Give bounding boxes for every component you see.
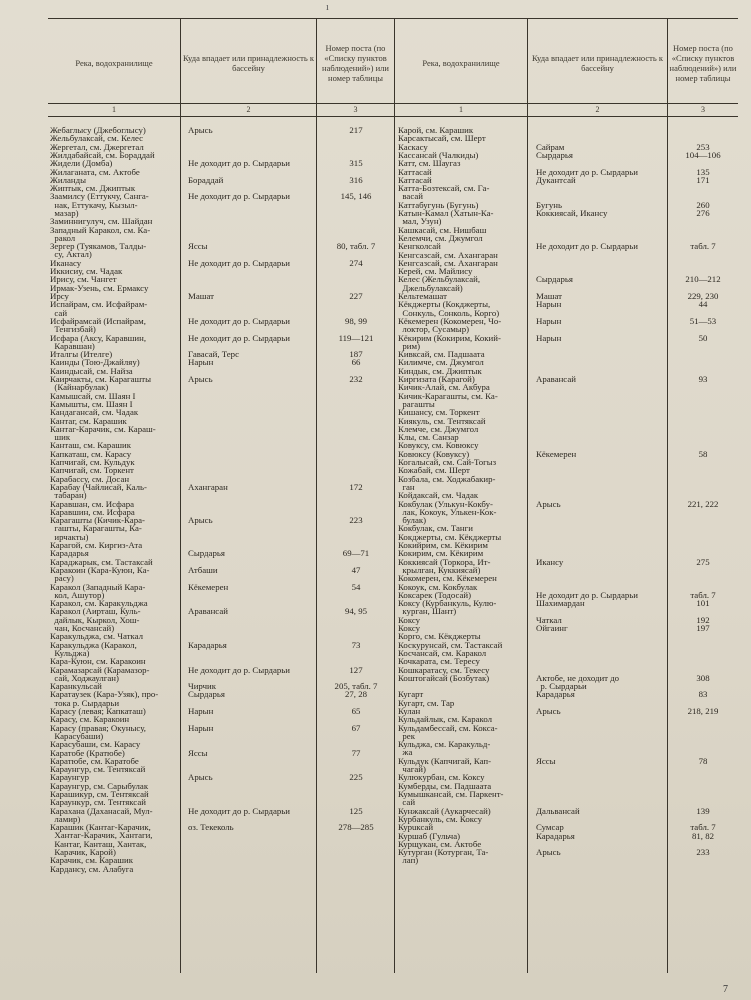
river-name: Исфайрамсай (Испайрам, Тенгизбай) xyxy=(50,315,146,335)
river-name: Жиптык, см. Джиптык xyxy=(50,183,136,194)
river-name: Италгы (Ителге) xyxy=(50,349,113,360)
post-number: 233 xyxy=(696,847,710,858)
basin-name: Дальвансай xyxy=(536,805,580,816)
basin-name: Ойгаинг xyxy=(536,623,568,633)
river-name: Каинды (Тою-Джайляу) xyxy=(50,357,140,368)
river-name: Каратюбе, см. Каратобе xyxy=(50,755,139,766)
basin-name: Не доходит до р. Сырдарьи xyxy=(536,589,638,600)
river-name: Кульдайлык, см. Каракол xyxy=(398,714,493,725)
river-name: Кугарт xyxy=(398,689,424,700)
river-name: Коккиясай (Торкора, Ит- крылган, Куккиясай) xyxy=(398,556,491,575)
basin-name: Не доходит до р. Сырдарьи xyxy=(188,191,290,202)
post-number: 73 xyxy=(351,639,361,650)
basin-name: Коккиясай, Икансу xyxy=(536,208,608,218)
river-name: Кашкасай, см. Нишбаш xyxy=(398,224,487,235)
post-number: 119—121 xyxy=(338,332,374,343)
river-name: Кокирим, см. Кёкирим xyxy=(398,548,484,559)
post-number: 80, табл. 7 xyxy=(336,241,376,252)
post-number: 308 xyxy=(696,672,710,683)
post-number: 218, 219 xyxy=(687,706,719,716)
river-name: Капчигай, см. Кульдук xyxy=(50,457,135,467)
river-name: Каттасай xyxy=(398,166,432,177)
post-number: 221, 222 xyxy=(687,498,719,509)
river-name: Косчансай, см. Каракол xyxy=(398,647,487,658)
basin-name: Нарын xyxy=(188,357,214,368)
river-name: Куршаб (Гульча) xyxy=(398,830,461,841)
river-name: Жиланды xyxy=(50,174,86,185)
river-name: Курuксай xyxy=(398,822,434,833)
river-name: Кёкджерты (Кокджерты, Сонкуль, Сонколь, Корго) xyxy=(398,299,500,318)
river-name: Курбанкуль, см. Коксу xyxy=(398,813,482,824)
header-basin-left: Куда впадает или принадлежность к бассейну xyxy=(183,53,314,73)
river-name: Ковюксу (Ковуксу) xyxy=(398,448,470,459)
basin-name: Яссы xyxy=(188,747,208,758)
river-name: Заминнигулуч, см. Шайдан xyxy=(50,216,153,227)
basin-name: Кёкемерен xyxy=(188,581,229,592)
post-number: 127 xyxy=(349,664,363,675)
basin-name: Кёкемерен xyxy=(536,448,577,459)
header-number-1: 1 xyxy=(459,105,463,114)
river-name: Кивксай, см. Падшаата xyxy=(398,349,485,360)
basin-name: Арысь xyxy=(188,125,213,135)
basin-name: Машат xyxy=(536,291,563,301)
post-number: 44 xyxy=(698,299,708,310)
column-divider xyxy=(527,18,528,973)
river-name: Кантаг-Карачик, см. Караш- шик xyxy=(50,423,156,443)
basin-name: Актобе, не доходит до р. Сырдарьи xyxy=(536,672,620,692)
river-name: Кассансай (Чалкиды) xyxy=(398,149,479,160)
river-name: Жебаглысу (Джебоглысу) xyxy=(50,125,146,135)
river-name: Карахана (Даханасай, Мул- ламир) xyxy=(50,805,153,824)
river-name: Кенгсазсай, см. Ахангаран xyxy=(398,257,498,268)
column-divider xyxy=(180,18,181,973)
column-divider xyxy=(316,18,317,973)
post-number: 315 xyxy=(349,158,363,169)
basin-name: Гавасай, Терс xyxy=(188,349,239,360)
river-name: Коскурунсай, см. Тастаксай xyxy=(398,639,503,650)
river-name: Кокбулак (Улькун-Кокбу- лак, Кокоук, Улькен-Кок- булак) xyxy=(398,498,497,526)
header-number-rule xyxy=(48,116,738,117)
river-name: Жергетал, см. Джергетал xyxy=(50,141,144,152)
river-name: Капчигай, см. Торкент xyxy=(50,465,134,476)
basin-name: Нарын xyxy=(188,706,214,716)
post-number: 205, табл. 7 xyxy=(334,681,378,692)
post-number: 145, 146 xyxy=(340,191,372,202)
river-name: Коштогайсай (Бозбутак) xyxy=(398,672,490,683)
basin-name: Сырдарья xyxy=(188,548,225,559)
river-name: Карасу (левая; Капкаташ) xyxy=(50,706,146,716)
river-name: Катта-Бозтексай, см. Га- васай xyxy=(398,183,490,202)
post-number: 83 xyxy=(698,689,708,700)
river-name: Кокоук, см. Кокбулак xyxy=(398,581,478,592)
header-basin-right: Куда впадает или принадлежность к бассейну xyxy=(532,53,663,73)
river-name: Клы, см. Санзар xyxy=(398,432,459,443)
river-name: Кокомерен, см. Кёкемерен xyxy=(398,573,497,584)
river-name: Кутурган (Котурган, Та- лап) xyxy=(398,847,489,866)
river-name: Кара-Куюн, см. Каракоин xyxy=(50,656,146,667)
river-name: Каскасу xyxy=(398,141,428,152)
basin-name: Сайрам xyxy=(536,141,565,152)
river-name: Каракол (Западный Кара- кол, Ашутор) xyxy=(50,581,146,600)
river-name: Коксу xyxy=(398,623,421,633)
basin-name: Атбаши xyxy=(188,564,218,575)
post-number: 172 xyxy=(349,481,363,492)
river-name: Кулюкурбан, см. Коксу xyxy=(398,772,485,783)
river-name: Карасу (правая; Окунысу, Карасубаши) xyxy=(50,722,146,741)
river-name: Каттабугунь (Бугунь) xyxy=(398,199,479,210)
river-name: Каттасай xyxy=(398,174,432,185)
river-name: Ковуксу, см. Ковюксу xyxy=(398,440,479,451)
basin-name: Нарын xyxy=(536,315,562,326)
basin-name: Карадарья xyxy=(536,830,575,841)
river-name: Каракоин (Кара-Куюн, Ка- расу) xyxy=(50,564,150,584)
river-name: Карабау (Чайлисай, Каль- табаран) xyxy=(50,481,147,501)
river-name: Курщукан, см. Актобе xyxy=(398,838,482,849)
post-number: 27, 28 xyxy=(345,689,367,700)
basin-name: Машат xyxy=(188,291,215,301)
river-name: Каранкульсай xyxy=(50,681,102,692)
river-name: Кошкаратасу, см. Текесу xyxy=(398,664,490,675)
post-number: 54 xyxy=(351,581,361,592)
river-name: Козбала, см. Ходжабакир- ган xyxy=(398,473,496,492)
river-name: Кулан xyxy=(398,706,421,716)
basin-name: оз. Текеколь xyxy=(188,822,234,833)
header-number-2: 2 xyxy=(246,105,251,114)
post-number: 210—212 xyxy=(685,274,721,285)
basin-name: Арысь xyxy=(536,706,561,716)
post-number: 187 xyxy=(349,349,363,360)
river-name: Кенгколсай xyxy=(398,241,441,252)
river-name: Кочкарата, см. Тересу xyxy=(398,656,480,667)
post-number: 101 xyxy=(696,598,710,609)
river-name: Кельтемашат xyxy=(398,291,447,301)
river-name: Караунгур, см. Сарыбулак xyxy=(50,780,149,791)
post-number: 47 xyxy=(351,564,361,575)
post-number: 93 xyxy=(698,374,708,384)
basin-name: Карадарья xyxy=(188,639,227,650)
river-name: Карагой, см. Киргиз-Ата xyxy=(50,540,143,550)
river-name: Каракол (Аирташ, Куль- дайлык, Кыркол, Хош- чан, Косчансай) xyxy=(50,606,141,633)
river-name: Кандагансай, см. Чадак xyxy=(50,407,139,418)
basin-name: Сумсар xyxy=(536,822,564,833)
post-number: 77 xyxy=(351,747,361,758)
post-number: 65 xyxy=(351,706,361,716)
river-name: Кульдамбессай, см. Кокса- рек xyxy=(398,722,498,741)
basin-name: Шахимардан xyxy=(536,598,585,609)
basin-name: Ахангаран xyxy=(188,481,228,492)
header-number-2: 2 xyxy=(595,105,600,114)
basin-name: Карадарья xyxy=(536,689,575,700)
river-name: Ирсу xyxy=(50,291,69,301)
post-number: 78 xyxy=(698,755,708,766)
river-name: Кичик-Алай, см. Акбура xyxy=(398,382,490,393)
basin-name: Бораддай xyxy=(188,174,224,185)
basin-name: Не доходит до р. Сырдарьи xyxy=(188,332,290,343)
post-number: 67 xyxy=(351,722,361,733)
basin-name: Арысь xyxy=(536,847,561,858)
river-name: Коксарек (Тодосай) xyxy=(398,589,472,600)
river-name: Капкаташ, см. Карасу xyxy=(50,448,132,459)
header-river-left: Река, водохранилище xyxy=(75,58,153,68)
header-post-left: Номер поста (по «Списку пунктов наблюдений») или номер таблицы xyxy=(322,43,389,83)
river-name: Иккисиу, см. Чадак xyxy=(50,266,123,277)
basin-name: Нарын xyxy=(536,332,562,343)
river-name: Карамазарсай (Карамазор- сай, Ходжаулган) xyxy=(50,664,150,683)
basin-name: Яссы xyxy=(536,755,556,766)
river-name: Камышты, см. Шаян I xyxy=(50,398,133,409)
river-name: Койдаксай, см. Чадак xyxy=(398,490,479,501)
post-number: 278—285 xyxy=(338,822,374,833)
page-number: 7 xyxy=(723,984,728,995)
post-number: 227 xyxy=(349,291,363,301)
river-name: Жельбулаксай, см. Келес xyxy=(50,133,143,144)
post-number: 225 xyxy=(349,772,363,783)
header-number-3: 3 xyxy=(701,105,705,114)
river-name: Керей, см. Майлису xyxy=(398,266,473,277)
header-rule xyxy=(48,103,738,104)
basin-name: Не доходит до р. Сырдарьи xyxy=(188,158,290,169)
post-number: 104—106 xyxy=(685,149,721,160)
river-name: Кенгсазсай, см. Ахангаран xyxy=(398,249,498,260)
river-name: Канташ, см. Карашик xyxy=(50,440,131,451)
post-number: 217 xyxy=(349,125,363,135)
post-number: 232 xyxy=(349,374,363,384)
post-number: 94, 95 xyxy=(345,606,367,617)
river-name: Камышсай, см. Шаян I xyxy=(50,390,136,401)
river-name: Заамилсу (Еттукчу, Санга- нак, Еттукачу, Кызыл- мазар) xyxy=(50,191,149,218)
column-divider xyxy=(394,18,395,973)
header-river-right: Река, водохранилище xyxy=(422,58,500,68)
river-name: Кунжаксай (Аукарчесай) xyxy=(398,805,491,816)
river-name: Каравшин, см. Исфара xyxy=(50,506,135,517)
river-name: Киргизата (Карагой) xyxy=(398,374,475,384)
basin-name: Не доходит до р. Сырдарьи xyxy=(536,166,638,177)
table-top-rule xyxy=(48,18,738,19)
post-number: 58 xyxy=(698,448,708,459)
river-name: Караункур, см. Тентяксай xyxy=(50,797,146,808)
river-name: Кокийрим, см. Кёкирим xyxy=(398,540,488,550)
post-number: 260 xyxy=(696,199,710,210)
post-number: табл. 7 xyxy=(690,241,716,252)
post-number: 139 xyxy=(696,805,710,816)
post-number: 125 xyxy=(349,805,363,816)
river-name: Кугарт, см. Тар xyxy=(398,697,455,708)
basin-name: Бугунь xyxy=(536,199,562,210)
post-number: 69—71 xyxy=(342,548,370,559)
river-name: Жилдабайсай, см. Бораддай xyxy=(50,149,155,160)
river-name: Кожабай, см. Шерт xyxy=(398,465,470,476)
post-number: 192 xyxy=(696,614,710,625)
river-name: Корго, см. Кёкджерты xyxy=(398,631,481,642)
river-name: Зергер (Туякамов, Талды- су, Актал) xyxy=(50,241,147,260)
river-name: Каракол, см. Каракульджа xyxy=(50,598,148,609)
post-number: 135 xyxy=(696,166,710,177)
post-number: 274 xyxy=(349,257,363,268)
basin-name: Икансу xyxy=(536,556,564,567)
river-name: Киякуль, см. Тентяксай xyxy=(398,415,486,426)
river-name: Караунгур xyxy=(50,772,90,783)
river-name: Кантаг, см. Карашик xyxy=(50,415,127,426)
post-number: 51—53 xyxy=(689,315,717,326)
header-number-3: 3 xyxy=(353,105,358,114)
river-name: Кумышкансай, см. Паркент- сай xyxy=(398,789,504,808)
basin-name: Сырдарья xyxy=(188,689,225,700)
basin-name: Арысь xyxy=(188,374,213,384)
river-name: Кокджерты, см. Кёкджерты xyxy=(398,531,502,542)
river-name: Каракульджа (Каракол, Кульджа) xyxy=(50,639,137,658)
river-name: Каратобе (Кратюбе) xyxy=(50,747,125,758)
river-name: Каиндысай, см. Найза xyxy=(50,365,133,376)
river-name: Кульдук (Капчигай, Кап- чагай) xyxy=(398,755,492,775)
basin-name: Яссы xyxy=(188,241,208,252)
post-number: 171 xyxy=(696,174,710,185)
river-name: Каратаузек (Кара-Узяк), про- тока р. Сырдарьи xyxy=(50,689,159,708)
river-name: Карабассу, см. Досан xyxy=(50,473,130,484)
basin-name: Чаткал xyxy=(536,614,562,625)
basin-name: Не доходит до р. Сырдарьи xyxy=(188,257,290,268)
basin-name: Сырдарья xyxy=(536,149,573,160)
river-name: Карачик, см. Карашик xyxy=(50,855,133,866)
header-post-right: Номер поста (по «Списку пунктов наблюдений») или номер таблицы xyxy=(669,43,737,83)
river-name: Карадарья xyxy=(50,548,89,559)
river-name: Каракульджа, см. Чаткал xyxy=(50,631,143,642)
basin-name: Нарын xyxy=(536,299,562,310)
river-name: Каирчакты, см. Карагашты (Кайнарбулак) xyxy=(50,374,152,393)
river-name: Ирису, см. Чангет xyxy=(50,274,117,285)
basin-name: Арысь xyxy=(536,498,561,509)
river-name: Клемче, см. Джумгол xyxy=(398,423,479,434)
post-number: 98, 99 xyxy=(345,315,367,326)
river-name: Киндык, см. Джиптык xyxy=(398,365,482,376)
post-number: 50 xyxy=(698,332,708,343)
river-name: Карагашты (Кичик-Кара- гашты, Карагашты, Ка- ирчакты) xyxy=(50,515,145,542)
basin-name: Арысь xyxy=(188,772,213,783)
post-number: 197 xyxy=(696,623,710,633)
river-name: Испайрам, см. Исфайрам- сай xyxy=(50,299,148,318)
river-name: Кишансу, см. Торкент xyxy=(398,407,480,418)
basin-name: Чирчик xyxy=(188,681,217,692)
basin-name: Дукантсай xyxy=(536,174,576,185)
river-name: Келемчи, см. Джумгол xyxy=(398,232,483,243)
river-name: Караджарык, см. Тастаксай xyxy=(50,556,153,567)
page-top-mark: ı xyxy=(326,2,329,13)
river-name: Карашик (Кантаг-Карачик, Хантаг-Карачик, Хантаги, Кантаг, Канташ, Хантак, Карачик, Карой) xyxy=(50,822,153,858)
river-name: Западный Каракол, см. Ка- ракол xyxy=(50,224,151,243)
river-name: Карашикур, см. Тентяксай xyxy=(50,789,149,799)
river-name: Исфара (Аксу, Каравшин, Каравшан) xyxy=(50,332,147,351)
river-name: Карсактысай, см. Шерт xyxy=(398,133,486,144)
header-number-1: 1 xyxy=(112,105,116,114)
river-name: Килимче, см. Джумгол xyxy=(398,357,484,368)
basin-name: Нарын xyxy=(188,722,214,733)
post-number: 66 xyxy=(351,357,361,368)
river-name: Ирмак-Узень, см. Ермаксу xyxy=(50,282,149,293)
post-number: 81, 82 xyxy=(692,830,714,841)
basin-name: Аравансай xyxy=(188,606,228,617)
river-name: Кардансу, см. Алабуга xyxy=(50,863,134,874)
basin-name: Не доходит до р. Сырдарьи xyxy=(536,241,638,252)
river-name: Кокбулак, см. Танги xyxy=(398,523,473,534)
river-name: Кичик-Карагашты, см. Ка- рагашты xyxy=(398,390,498,409)
post-number: 275 xyxy=(696,556,710,567)
river-name: Жидели (Домба) xyxy=(50,158,113,169)
river-name: Кумберды, см. Падшаата xyxy=(398,780,492,791)
river-name: Караунгур, см. Тентяксай xyxy=(50,764,146,775)
river-name: Катын-Камал (Хатын-Ка- мал, Узун) xyxy=(398,208,494,227)
post-number: табл. 7 xyxy=(690,589,716,600)
river-name: Кёкирим (Кокирим, Кокий- рим) xyxy=(398,332,501,351)
basin-name: Сырдарья xyxy=(536,274,573,285)
river-name: Карой, см. Карашик xyxy=(398,125,474,135)
post-number: 316 xyxy=(349,174,363,185)
basin-name: Не доходит до р. Сырдарьи xyxy=(188,805,290,816)
post-number: 253 xyxy=(696,141,710,152)
river-name: Карасубаши, см. Карасу xyxy=(50,739,141,750)
river-name: Иканасу xyxy=(50,257,82,268)
river-name: Коксу xyxy=(398,614,421,625)
river-name: Каравшан, см. Исфара xyxy=(50,498,135,509)
post-number: табл. 7 xyxy=(690,822,716,833)
river-name: Катт, см. Шаугаз xyxy=(398,158,461,169)
river-name: Кульджа, см. Каракульд- жа xyxy=(398,739,491,758)
basin-name: Не доходит до р. Сырдарьи xyxy=(188,315,290,326)
post-number: 276 xyxy=(696,208,710,218)
river-name: Карасу, см. Каракоин xyxy=(50,714,130,725)
river-name: Келес (Жельбулаксай, Джельбулаксай) xyxy=(398,274,481,293)
river-name: Кёкемерен (Кокомерен, Чо- локтор, Сусамыр) xyxy=(398,315,502,335)
river-name: Коксу (Курбанкуль, Кулю- курган, Шант) xyxy=(398,598,497,617)
river-name: Жилаганата, см. Актобе xyxy=(50,166,140,177)
basin-name: Арысь xyxy=(188,515,213,526)
basin-name: Не доходит до р. Сырдарьи xyxy=(188,664,290,675)
post-number: 223 xyxy=(349,515,363,526)
basin-name: Аравансай xyxy=(536,374,576,384)
post-number: 229, 230 xyxy=(687,291,719,301)
river-name: Когалысай, см. Сай-Тогыз xyxy=(398,457,497,467)
